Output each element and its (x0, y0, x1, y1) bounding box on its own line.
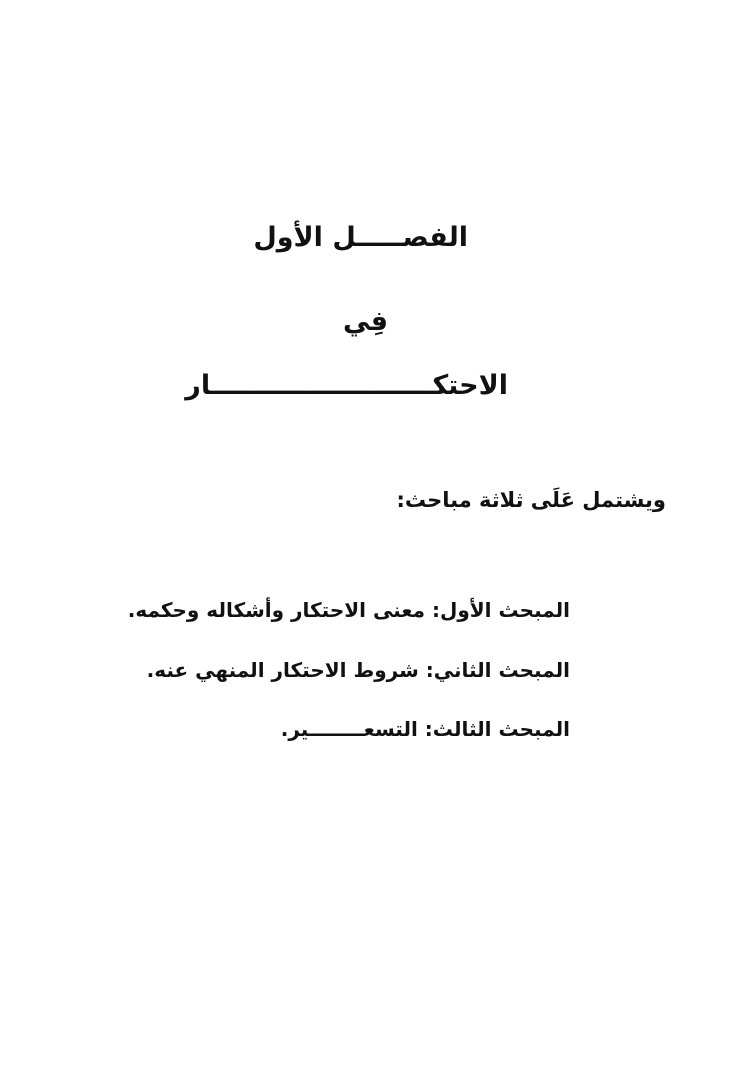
chapter-title: الفصـــــل الأول (253, 222, 468, 253)
chapter-intro: ويشتمل عَلَى ثلاثة مباحث: (396, 488, 666, 512)
section-item: المبحث الأول: معنى الاحتكار وأشكاله وحكمه. (127, 598, 570, 622)
section-item: المبحث الثاني: شروط الاحتكار المنهي عنه. (146, 658, 570, 682)
chapter-title-preposition: فِي (343, 306, 388, 337)
section-item: المبحث الثالث: التسعــــــــير. (280, 717, 570, 741)
chapter-topic: الاحتكــــــــــــــــــــــــار (185, 370, 508, 401)
